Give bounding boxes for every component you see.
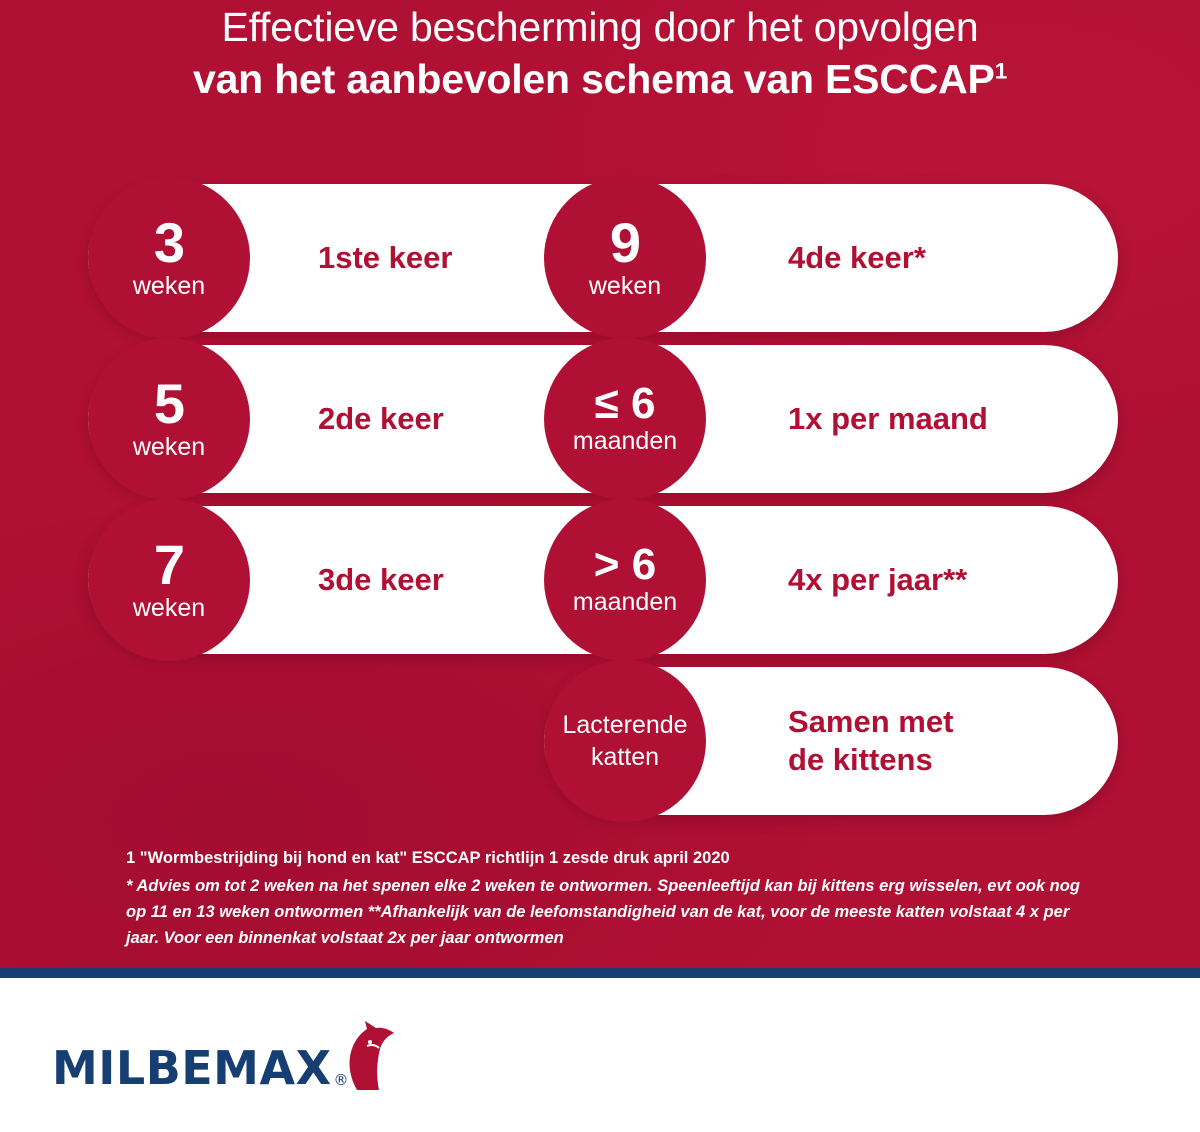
dose-label-left: 1ste keer bbox=[318, 240, 453, 275]
headline-line-2-text: van het aanbevolen schema van ESCCAP bbox=[192, 55, 995, 102]
schedule-row bbox=[88, 506, 1118, 654]
schedule-row-lactating bbox=[88, 667, 1118, 815]
age-value: 5 bbox=[153, 372, 185, 436]
lactating-line-1: Lacterende bbox=[562, 711, 688, 739]
headline-line-1: Effectieve bescherming door het opvolgen bbox=[221, 4, 979, 50]
headline-superscript: 1 bbox=[994, 57, 1008, 83]
brand-logo bbox=[52, 1020, 405, 1095]
brand-name: MILBEMAX bbox=[52, 1041, 332, 1095]
lactating-cats-bubble bbox=[544, 660, 706, 822]
age-value: > 6 bbox=[593, 540, 657, 590]
dose-label-mid: 4x per jaar** bbox=[788, 562, 968, 597]
registered-trademark-symbol: ® bbox=[333, 1071, 349, 1089]
age-value: 7 bbox=[153, 533, 185, 597]
age-unit: weken bbox=[132, 594, 206, 623]
footer bbox=[0, 978, 1200, 1132]
footnotes bbox=[126, 845, 1086, 951]
lactating-line-2: katten bbox=[590, 743, 660, 771]
age-value: 9 bbox=[609, 211, 641, 275]
dose-label-left: 2de keer bbox=[318, 401, 444, 436]
lactating-label-line-2: de kittens bbox=[788, 742, 933, 777]
age-value: ≤ 6 bbox=[594, 379, 656, 429]
age-value: 3 bbox=[153, 211, 185, 275]
age-bubble-mid bbox=[544, 338, 706, 500]
dose-label-left: 3de keer bbox=[318, 562, 444, 597]
lactating-label-line-1: Samen met bbox=[788, 704, 954, 740]
divider-bar bbox=[0, 968, 1200, 978]
schedule-row bbox=[88, 345, 1118, 493]
age-bubble-mid bbox=[544, 177, 706, 339]
age-unit: maanden bbox=[572, 427, 678, 456]
age-unit: weken bbox=[132, 272, 206, 301]
dose-label-mid: 4de keer* bbox=[788, 240, 926, 275]
cat-icon bbox=[343, 1020, 405, 1097]
headline-line-2 bbox=[40, 56, 1160, 104]
age-bubble-left bbox=[88, 499, 250, 661]
age-unit: weken bbox=[588, 272, 662, 301]
age-bubble-left bbox=[88, 338, 250, 500]
page-title bbox=[0, 4, 1200, 103]
dose-label-mid: 1x per maand bbox=[788, 401, 988, 436]
age-bubble-mid bbox=[544, 499, 706, 661]
footnote-2: * Advies om tot 2 weken na het spenen elke 2 weken te ontwormen. Speenleeftijd kan bij kittens erg wisselen, evt ook nog op 11 en 13 weken ontwormen **Afhankelijk van de leefomstandigheid van de kat, voor de meeste katten volstaat 4 x per jaar. Voor een binnenkat volstaat 2x per jaar ontwormen bbox=[126, 877, 1080, 948]
lactating-dose-label bbox=[788, 703, 1088, 779]
footnote-1: 1 "Wormbestrijding bij hond en kat" ESCCAP richtlijn 1 zesde druk april 2020 bbox=[126, 849, 730, 867]
age-unit: weken bbox=[132, 433, 206, 462]
age-bubble-left bbox=[88, 177, 250, 339]
schedule-rows bbox=[88, 184, 1118, 828]
schedule-row bbox=[88, 184, 1118, 332]
age-unit: maanden bbox=[572, 588, 678, 617]
